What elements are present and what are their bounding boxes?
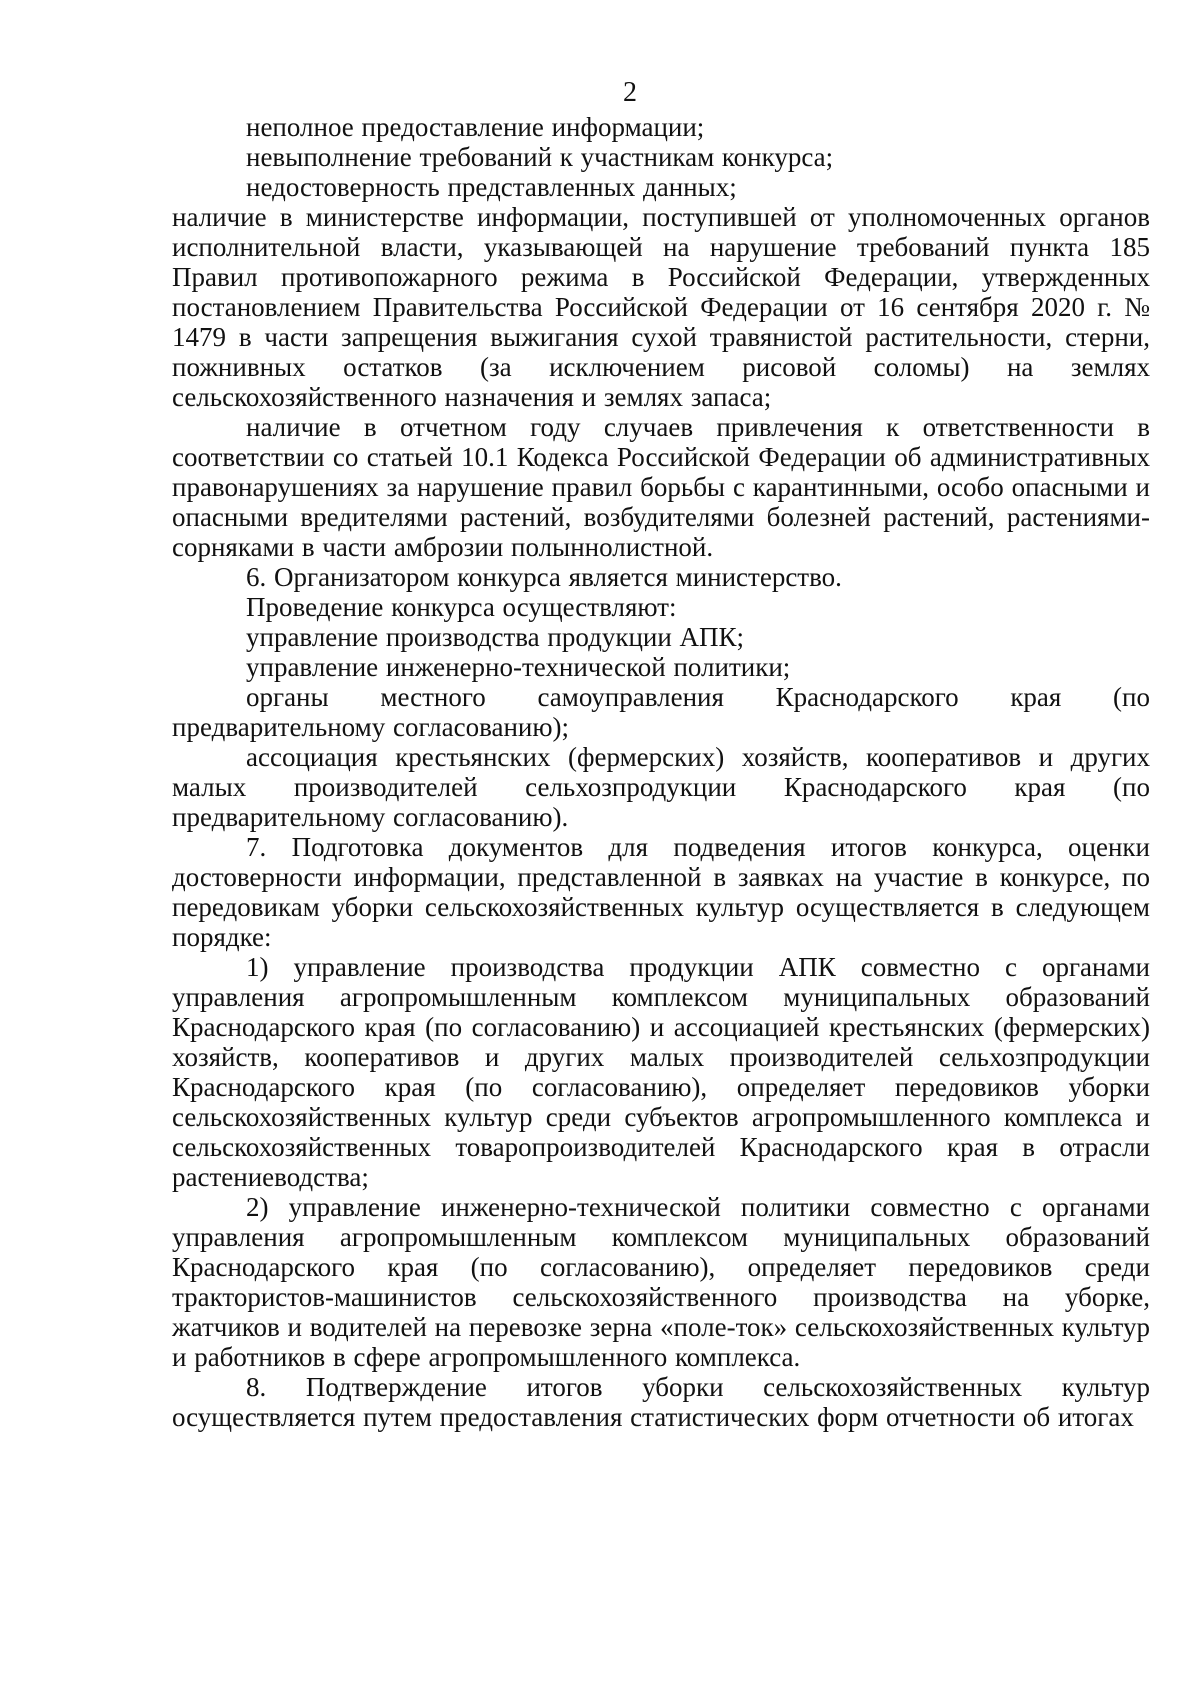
paragraph-section-7: 7. Подготовка документов для подведения итогов конкурса, оценки достоверности информации, представленной в заявках на участие в конкурсе, по передовикам уборки сельскохозяйственных культур осуществляется в следующем порядке:	[172, 832, 1150, 952]
list-item-fire-regime-violation: наличие в министерстве информации, поступившей от уполномоченных органов исполнительной власти, указывающей на нарушение требований пункта 185 Правил противопожарного режима в Российской Федерации, утвержденных постановлением Правительства Российской Федерации от 16 сентября 2020 г. № 1479 в части запрещения выжигания сухой травянистой растительности, стерни, пожнивных остатков (за исключением рисовой соломы) на землях сельскохозяйственного назначения и землях запаса;	[172, 202, 1150, 412]
document-body	[172, 112, 1150, 1432]
paragraph-section-6: 6. Организатором конкурса является министерство.	[246, 562, 842, 592]
list-item-liability-cases: наличие в отчетном году случаев привлечения к ответственности в соответствии со статьей 10.1 Кодекса Российской Федерации об административных правонарушениях за нарушение правил борьбы с карантинными, особо опасными и опасными вредителями растений, возбудителями болезней растений, растениями-сорняками в части амброзии полыннолистной.	[172, 412, 1150, 562]
list-item-farmers-association: ассоциация крестьянских (фермерских) хозяйств, кооперативов и других малых производителей сельхозпродукции Краснодарского края (по предварительному согласованию).	[172, 742, 1150, 832]
paragraph-conductors-heading: Проведение конкурса осуществляют:	[246, 592, 677, 622]
list-item-incomplete-info: неполное предоставление информации;	[246, 112, 705, 142]
list-item-requirements-failure: невыполнение требований к участникам конкурса;	[246, 142, 834, 172]
list-item-subsection-1: 1) управление производства продукции АПК совместно с органами управления агропромышленным комплексом муниципальных образований Краснодарского края (по согласованию) и ассоциацией крестьянских (фермерских) хозяйств, кооперативов и других малых производителей сельхозпродукции Краснодарского края (по согласованию), определяет передовиков уборки сельскохозяйственных культур среди субъектов агропромышленного комплекса и сельскохозяйственных товаропроизводителей Краснодарского края в отрасли растениеводства;	[172, 952, 1150, 1192]
paragraph-section-8: 8. Подтверждение итогов уборки сельскохозяйственных культур осуществляется путем предоставления статистических форм отчетности об итогах	[172, 1372, 1150, 1432]
list-item-local-government: органы местного самоуправления Краснодарского края (по предварительному согласованию);	[172, 682, 1150, 742]
list-item-apk-production: управление производства продукции АПК;	[246, 622, 745, 652]
page-number: 2	[623, 77, 637, 108]
list-item-engineering-policy: управление инженерно-технической политики;	[246, 652, 791, 682]
list-item-unreliable-data: недостоверность представленных данных;	[246, 172, 737, 202]
list-item-subsection-2: 2) управление инженерно-технической политики совместно с органами управления агропромышленным комплексом муниципальных образований Краснодарского края (по согласованию), определяет передовиков среди трактористов-машинистов сельскохозяйственного производства на уборке, жатчиков и водителей на перевозке зерна «поле-ток» сельскохозяйственных культур и работников в сфере агропромышленного комплекса.	[172, 1192, 1150, 1372]
